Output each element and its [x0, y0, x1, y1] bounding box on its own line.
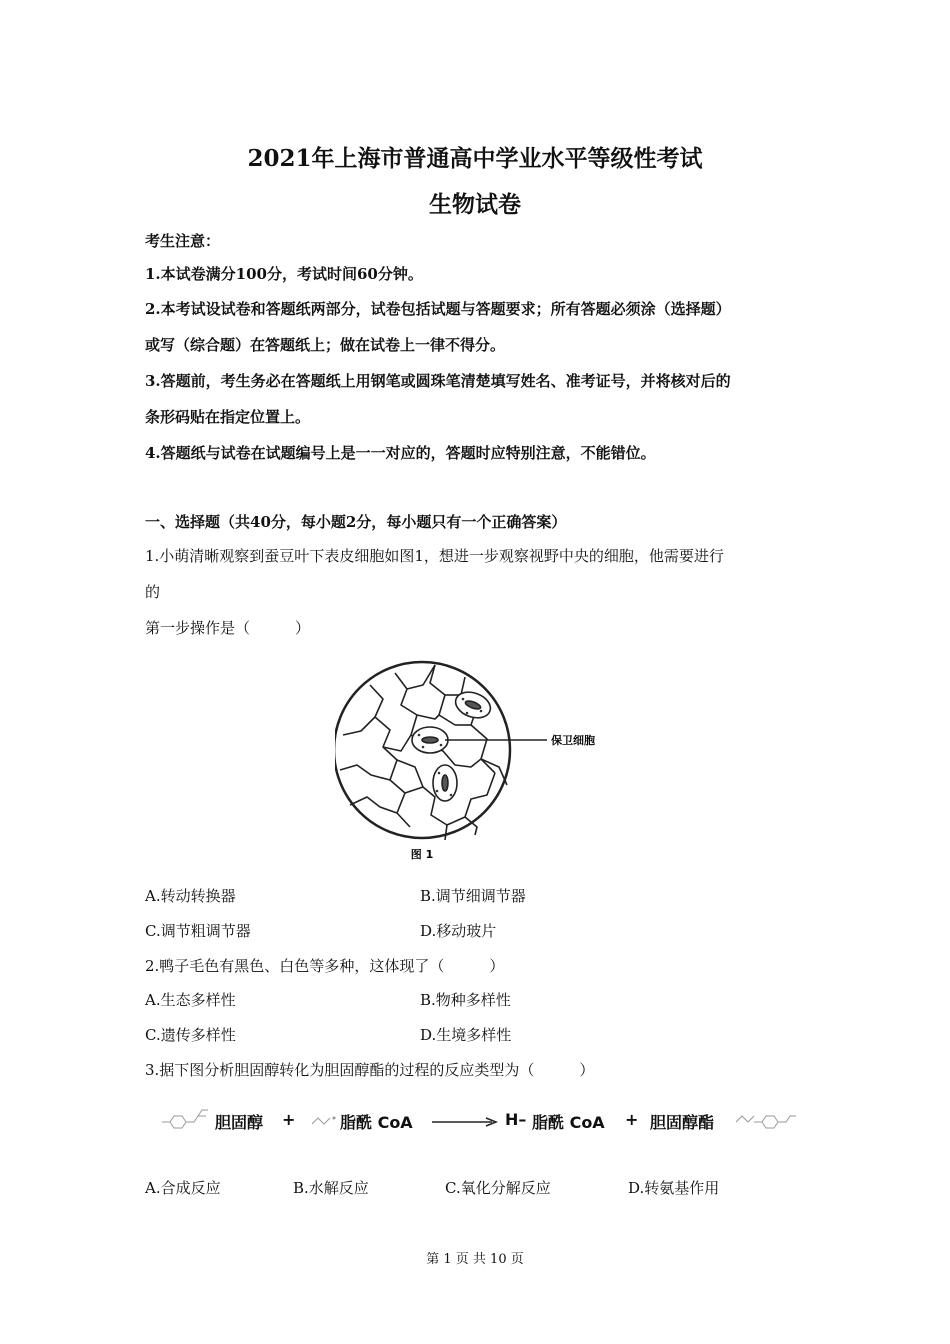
- option-d: D.移动玻片: [420, 922, 497, 940]
- question-stem: 3.据下图分析胆固醇转化为胆固醇酯的过程的反应类型为（ ）: [145, 1061, 595, 1079]
- option-a: A.合成反应: [145, 1179, 221, 1197]
- product-cholesterol-ester: 胆固醇酯: [650, 1113, 715, 1132]
- option-b: B.调节细调节器: [420, 887, 526, 905]
- product-acyl-coa: 脂酰 CoA: [532, 1113, 605, 1132]
- option-c: C.遗传多样性: [145, 1026, 236, 1044]
- page-number: 第 1 页 共 10 页: [426, 1252, 524, 1267]
- guard-cell-label: 保卫细胞: [551, 734, 595, 747]
- notice-item: 条形码贴在指定位置上。: [145, 408, 311, 426]
- reactant-cholesterol: 胆固醇: [215, 1113, 264, 1132]
- page-subtitle: 生物试卷: [429, 191, 521, 218]
- product-prefix: H–: [505, 1110, 527, 1129]
- notice-item: 4.答题纸与试卷在试题编号上是一一对应的，答题时应特别注意，不能错位。: [145, 444, 656, 462]
- fatty-acid-chain-icon: [310, 1110, 338, 1130]
- microscope-field-figure: [335, 655, 615, 870]
- option-b: B.水解反应: [293, 1179, 369, 1197]
- page-title: 2021年上海市普通高中学业水平等级性考试: [247, 145, 703, 172]
- plus-sign: +: [625, 1110, 639, 1129]
- notice-item: 3.答题前，考生务必在答题纸上用钢笔或圆珠笔清楚填写姓名、准考证号，并将核对后的: [145, 372, 731, 390]
- cholesterol-ester-structure-icon: [732, 1104, 798, 1134]
- option-d: D.生境多样性: [420, 1026, 512, 1044]
- plus-sign: +: [282, 1110, 296, 1129]
- notice-item: 1.本试卷满分100分，考试时间60分钟。: [145, 265, 423, 283]
- question-stem: 第一步操作是（ ）: [145, 619, 311, 637]
- notice-item: 2.本考试设试卷和答题纸两部分，试卷包括试题与答题要求；所有答题必须涂（选择题）: [145, 300, 731, 318]
- figure-caption: 图 1: [410, 848, 434, 861]
- option-a: A.生态多样性: [145, 991, 236, 1009]
- reaction-equation: [160, 1100, 800, 1140]
- option-c: C.调节粗调节器: [145, 922, 251, 940]
- notice-heading: 考生注意：: [145, 232, 221, 250]
- reactant-acyl-coa: 脂酰 CoA: [340, 1113, 413, 1132]
- section-heading: 一、选择题（共40分，每小题2分，每小题只有一个正确答案）: [145, 513, 567, 531]
- reaction-arrow-icon: [430, 1116, 500, 1128]
- question-stem: 的: [145, 583, 161, 601]
- question-stem: 1.小萌清晰观察到蚕豆叶下表皮细胞如图1，想进一步观察视野中央的细胞，他需要进行: [145, 547, 724, 565]
- option-a: A.转动转换器: [145, 887, 236, 905]
- option-b: B.物种多样性: [420, 991, 511, 1009]
- notice-item: 或写（综合题）在答题纸上；做在试卷上一律不得分。: [145, 336, 506, 354]
- option-c: C.氧化分解反应: [445, 1179, 551, 1197]
- cholesterol-structure-icon: [160, 1104, 210, 1134]
- option-d: D.转氨基作用: [628, 1179, 720, 1197]
- question-stem: 2.鸭子毛色有黑色、白色等多种，这体现了（ ）: [145, 957, 505, 975]
